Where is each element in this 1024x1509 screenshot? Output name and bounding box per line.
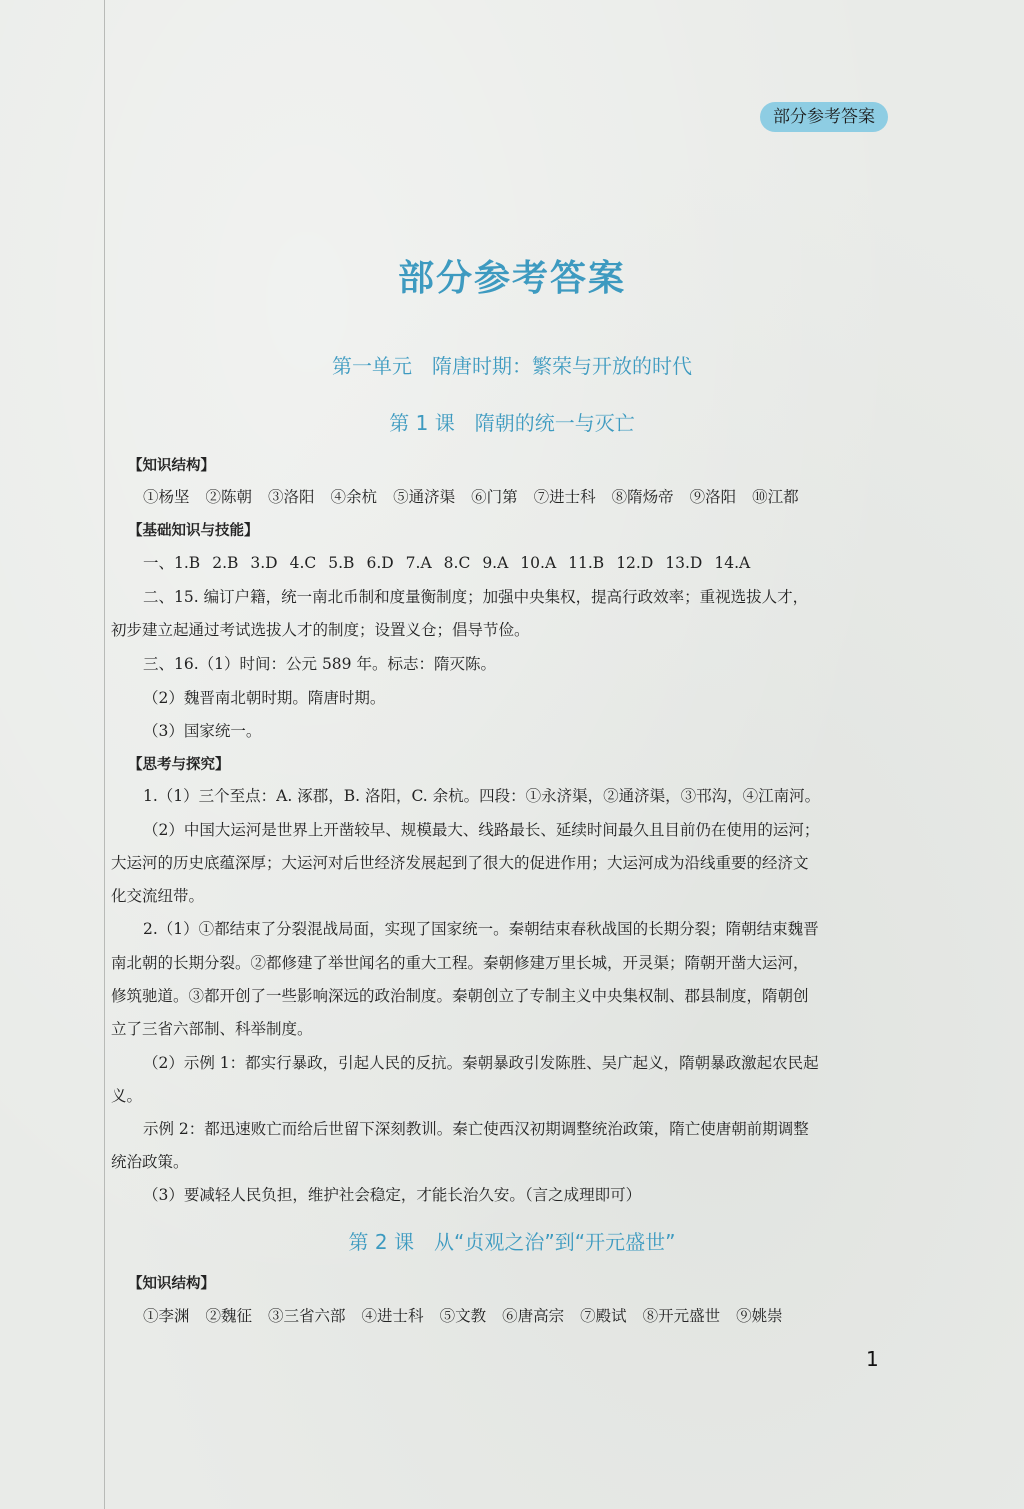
mc-answer: 7.A: [405, 554, 432, 572]
mc-answer: 8.C: [443, 554, 471, 572]
answer-line: 义。: [111, 1087, 143, 1105]
binding-line: [104, 0, 105, 1509]
knowledge-item: ⑥门第: [471, 488, 518, 506]
answer-line: 三、16.（1）时间：公元 589 年。标志：隋灭陈。: [143, 655, 496, 673]
knowledge-item: ①杨坚: [143, 488, 190, 506]
lesson-1-knowledge-items: [143, 487, 815, 507]
page-number: 1: [866, 1347, 879, 1371]
mc-answer: 13.D: [665, 554, 703, 572]
lesson-2-knowledge-heading: 【知识结构】: [128, 1276, 215, 1292]
answer-line: （2）示例 1：都实行暴政，引起人民的反抗。秦朝暴政引发陈胜、吴广起义，隋朝暴政激起农民起: [143, 1054, 819, 1072]
knowledge-item: ⑨姚崇: [736, 1307, 783, 1325]
answer-line: 二、15. 编订户籍，统一南北币制和度量衡制度；加强中央集权，提高行政效率；重视选拔人才，: [143, 588, 809, 606]
lesson-1-title: 第 1 课 隋朝的统一与灭亡: [389, 411, 635, 435]
mc-answer: 3.D: [250, 554, 278, 572]
mc-answer: 1.B: [174, 554, 201, 572]
answer-line: （2）中国大运河是世界上开凿较早、规模最大、线路最长、延续时间最久且目前仍在使用的运河；: [143, 821, 820, 839]
multiple-choice-answers: [143, 553, 762, 573]
lesson-2-title: 第 2 课 从“贞观之治”到“开元盛世”: [348, 1230, 676, 1254]
knowledge-item: ③洛阳: [268, 488, 315, 506]
knowledge-item: ⑦进士科: [533, 488, 596, 506]
mc-answer: 2.B: [212, 554, 239, 572]
mc-answer: 14.A: [714, 554, 751, 572]
lesson-2-knowledge-items: [143, 1306, 799, 1326]
answer-line: 示例 2：都迅速败亡而给后世留下深刻教训。秦亡使西汉初期调整统治政策，隋亡使唐朝前期调整: [143, 1120, 809, 1138]
knowledge-item: ④进士科: [361, 1307, 424, 1325]
answer-line: 南北朝的长期分裂。②都修建了举世闻名的重大工程。秦朝修建万里长城，开灵渠；隋朝开凿大运河，: [111, 954, 809, 972]
mc-answer: 10.A: [520, 554, 557, 572]
answer-line: 初步建立起通过考试选拔人才的制度；设置义仓；倡导节俭。: [111, 621, 530, 639]
answer-line: （2）魏晋南北朝时期。隋唐时期。: [143, 689, 386, 707]
knowledge-item: ⑤通济渠: [393, 488, 456, 506]
knowledge-item: ⑥唐高宗: [502, 1307, 565, 1325]
answer-line: 修筑驰道。③都开创了一些影响深远的政治制度。秦朝创立了专制主义中央集权制、郡县制度，隋朝创: [111, 987, 809, 1005]
lesson-1-basic-heading: 【基础知识与技能】: [128, 523, 259, 539]
answer-line: 化交流纽带。: [111, 887, 205, 905]
page-title: 部分参考答案: [397, 257, 626, 299]
unit-title: 第一单元 隋唐时期：繁荣与开放的时代: [332, 354, 692, 378]
knowledge-item: ③三省六部: [268, 1307, 346, 1325]
knowledge-item: ⑧隋炀帝: [611, 488, 674, 506]
knowledge-item: ⑧开元盛世: [642, 1307, 721, 1325]
lesson-1-thinking-heading: 【思考与探究】: [128, 757, 230, 773]
mc-answer: 12.D: [616, 554, 654, 572]
knowledge-item: ⑨洛阳: [689, 488, 737, 506]
mc-answer: 4.C: [289, 554, 317, 572]
knowledge-item: ⑤文教: [439, 1307, 487, 1325]
knowledge-item: ②陈朝: [205, 488, 253, 506]
mc-answer: 9.A: [482, 554, 509, 572]
knowledge-item: ②魏征: [205, 1307, 253, 1325]
knowledge-item: ⑦殿试: [580, 1307, 627, 1325]
knowledge-item: ⑩江都: [752, 488, 799, 506]
answer-line: （3）要减轻人民负担，维护社会稳定，才能长治久安。（言之成理即可）: [143, 1186, 642, 1204]
answer-line: 1.（1）三个至点：A. 涿郡，B. 洛阳，C. 余杭。四段：①永济渠，②通济渠，③邗沟，④江南河。: [143, 787, 821, 805]
answer-line: 2.（1）①都结束了分裂混战局面，实现了国家统一。秦朝结束春秋战国的长期分裂；隋朝结束魏晋: [143, 920, 819, 938]
answer-line: 大运河的历史底蕴深厚；大运河对后世经济发展起到了很大的促进作用；大运河成为沿线重要的经济文: [111, 854, 809, 872]
knowledge-item: ①李渊: [143, 1307, 190, 1325]
mc-answer: 6.D: [366, 554, 394, 572]
answer-line: （3）国家统一。: [143, 722, 262, 740]
mc-prefix: 一、: [143, 554, 175, 572]
answer-line: 统治政策。: [111, 1153, 189, 1171]
lesson-1-knowledge-heading: 【知识结构】: [128, 458, 215, 474]
answer-line: 立了三省六部制、科举制度。: [111, 1020, 313, 1038]
knowledge-item: ④余杭: [330, 488, 378, 506]
mc-answer: 11.B: [568, 554, 605, 572]
section-tab: 部分参考答案: [760, 102, 888, 132]
mc-answer: 5.B: [328, 554, 355, 572]
